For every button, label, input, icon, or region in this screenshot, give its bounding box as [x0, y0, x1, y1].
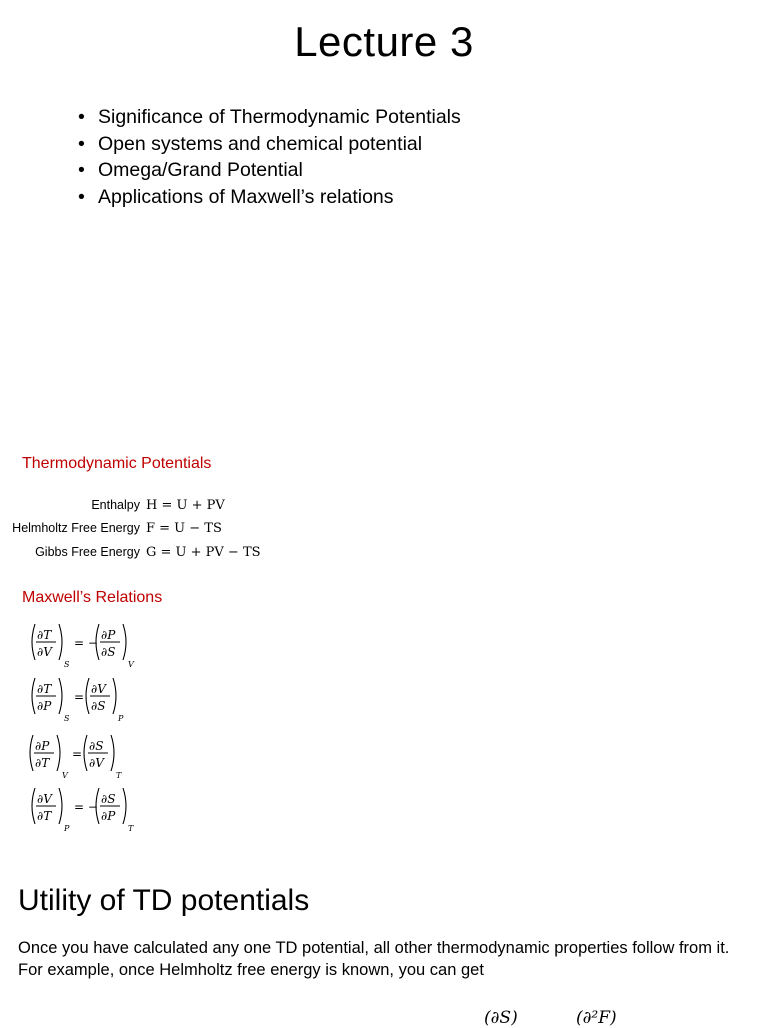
close-paren: [57, 735, 60, 771]
open-paren: [32, 678, 35, 714]
rhs-denominator: ∂S: [91, 699, 106, 713]
lhs-denominator: ∂V: [37, 645, 52, 659]
potential-name: Helmholtz Free Energy: [12, 521, 140, 535]
potential-equation: H = U + PV: [146, 498, 225, 513]
open-paren: [32, 788, 35, 824]
open-paren: [86, 678, 89, 714]
rhs-denominator: ∂P: [101, 809, 116, 823]
lhs-numerator: ∂V: [37, 792, 52, 806]
maxwell-heading: Maxwell’s Relations: [22, 589, 163, 606]
partial-formula: (∂²F): [576, 1008, 617, 1028]
section-title: Utility of TD potentials: [18, 884, 310, 917]
potential-name: Enthalpy: [91, 498, 140, 512]
rhs-subscript: T: [116, 771, 122, 779]
list-item: • Applications of Maxwell’s relations: [78, 184, 461, 211]
potential-row: [0, 521, 222, 536]
potential-equation: F = U − TS: [146, 521, 222, 536]
topic-list: [78, 104, 461, 210]
lhs-numerator: ∂T: [37, 682, 52, 696]
open-paren: [32, 624, 35, 660]
close-paren: [123, 624, 126, 660]
potential-name: Gibbs Free Energy: [35, 545, 140, 559]
maxwell-equation: [28, 674, 168, 722]
rhs-denominator: ∂V: [89, 756, 104, 770]
lhs-subscript: P: [64, 824, 70, 832]
potential-equation: G = U + PV − TS: [146, 545, 261, 560]
maxwell-equation: [28, 620, 168, 668]
potential-row: [0, 498, 225, 513]
list-item: • Omega/Grand Potential: [78, 157, 461, 184]
list-item: • Significance of Thermodynamic Potentials: [78, 104, 461, 131]
rhs-numerator: ∂S: [89, 739, 104, 753]
lhs-numerator: ∂T: [37, 628, 52, 642]
relation-sign: =: [74, 690, 85, 704]
partial-formula: (∂S): [484, 1008, 518, 1028]
list-item: • Open systems and chemical potential: [78, 131, 461, 158]
relation-sign: =: [72, 747, 83, 761]
open-paren: [30, 735, 33, 771]
rhs-subscript: T: [128, 824, 134, 832]
lhs-numerator: ∂P: [35, 739, 50, 753]
rhs-numerator: ∂P: [101, 628, 116, 642]
close-paren: [59, 678, 62, 714]
maxwell-relation: [28, 620, 168, 666]
lhs-subscript: S: [64, 714, 70, 722]
potentials-heading: Thermodynamic Potentials: [22, 455, 212, 472]
rhs-numerator: ∂S: [101, 792, 116, 806]
lhs-denominator: ∂T: [35, 756, 50, 770]
close-paren: [123, 788, 126, 824]
relation-sign: = −: [74, 636, 98, 650]
rhs-denominator: ∂S: [101, 645, 116, 659]
page-title: Lecture 3: [294, 18, 474, 65]
maxwell-relation: [28, 674, 168, 720]
close-paren: [59, 788, 62, 824]
maxwell-relation: [28, 784, 168, 830]
maxwell-relation: [26, 731, 166, 777]
maxwell-equation: [28, 784, 168, 832]
lhs-subscript: S: [64, 660, 70, 668]
close-paren: [113, 678, 116, 714]
lhs-subscript: V: [62, 771, 68, 779]
maxwell-equation: [26, 731, 166, 779]
body-paragraph: Once you have calculated any one TD potential, all other thermodynamic properties follow from it. For example, once Helmholtz free energy is known, you can get: [18, 939, 730, 979]
relation-sign: = −: [74, 800, 98, 814]
lhs-denominator: ∂P: [37, 699, 52, 713]
rhs-numerator: ∂V: [91, 682, 106, 696]
lhs-denominator: ∂T: [37, 809, 52, 823]
potential-row: [0, 545, 261, 560]
close-paren: [111, 735, 114, 771]
open-paren: [84, 735, 87, 771]
close-paren: [59, 624, 62, 660]
rhs-subscript: V: [128, 660, 134, 668]
rhs-subscript: P: [118, 714, 124, 722]
